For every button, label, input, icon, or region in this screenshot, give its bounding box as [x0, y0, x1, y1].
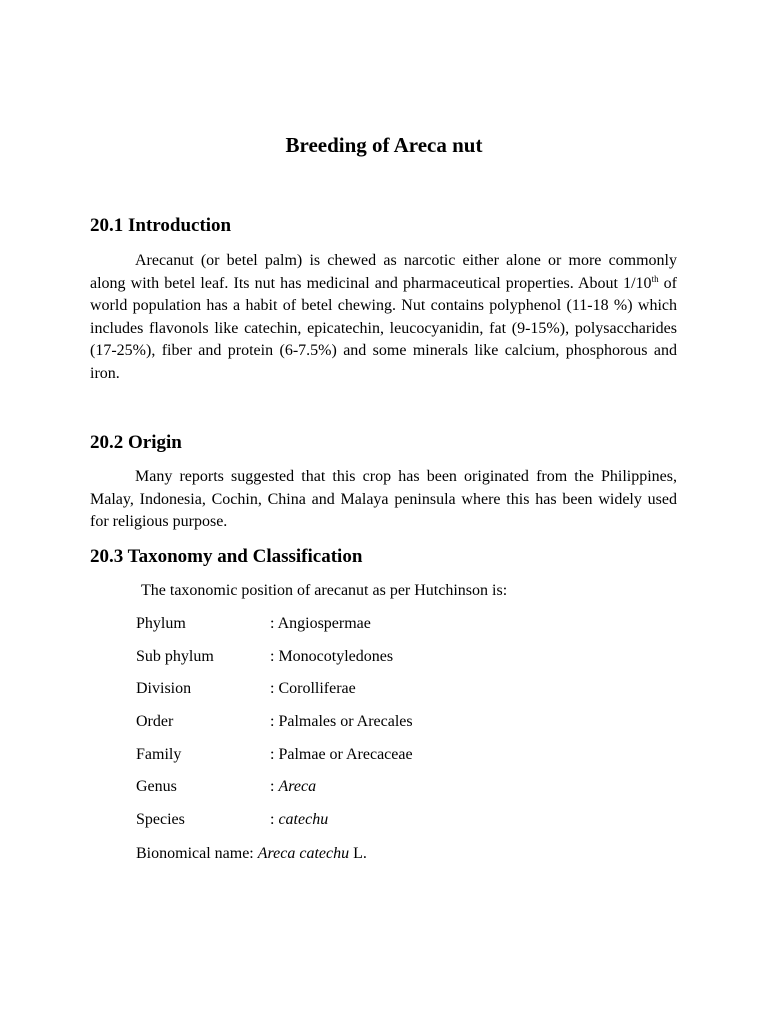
origin-paragraph: Many reports suggested that this crop has been originated from the Philippines, Malay, Indonesia, Cochin, China and Malaya peninsula where this has been widely used for religious purpose.	[90, 468, 677, 531]
section-heading-introduction: 20.1 Introduction	[90, 215, 232, 236]
section-heading-origin: 20.2 Origin	[90, 432, 182, 453]
introduction-text-part-1: Arecanut (or betel palm) is chewed as narcotic either alone or more commonly along with betel leaf. Its nut has medicinal and pharmaceutical properties. About 1/10	[90, 252, 677, 292]
taxonomy-value: : Areca	[270, 778, 317, 795]
introduction-paragraph	[90, 250, 677, 386]
taxonomy-row-genus	[136, 776, 636, 798]
taxonomy-row-family	[136, 744, 636, 766]
binomial-author: L.	[349, 845, 367, 862]
page-title: Breeding of Areca nut	[285, 133, 483, 157]
taxonomy-row-species	[136, 809, 636, 831]
taxonomy-intro: The taxonomic position of arecanut as per Hutchinson is:	[141, 582, 508, 599]
introduction-text-part-2: of world population has a habit of betel chewing. Nut contains polyphenol (11-18 %) which includes flavonols like catechin, epicatechin, leucocyanidin, fat (9-15%), polysaccharides (17-25%), fiber and protein (6-7.5%) and some minerals like calcium, phosphorous and iron.	[90, 274, 678, 382]
taxonomy-value: : catechu	[270, 811, 329, 828]
taxonomy-value: : Palmae or Arecaceae	[270, 746, 413, 763]
taxonomy-value: : Palmales or Arecales	[270, 713, 413, 730]
taxonomy-rank: Genus	[136, 778, 177, 795]
taxonomy-row-phylum	[136, 613, 636, 635]
ordinal-superscript: th	[651, 273, 659, 284]
taxonomy-rank: Species	[136, 811, 185, 828]
taxonomy-rank: Phylum	[136, 615, 186, 632]
taxonomy-value: : Corolliferae	[270, 680, 356, 697]
taxonomy-value: : Angiospermae	[270, 615, 371, 632]
taxonomy-row-order	[136, 711, 636, 733]
taxonomy-rank: Division	[136, 680, 192, 697]
taxonomy-row-division	[136, 678, 636, 700]
taxonomy-rank: Family	[136, 746, 182, 763]
binomial-name	[136, 843, 367, 865]
section-heading-taxonomy: 20.3 Taxonomy and Classification	[90, 546, 363, 567]
taxonomy-rank: Sub phylum	[136, 648, 214, 665]
binomial-label: Bionomical name:	[136, 845, 258, 862]
taxonomy-row-sub-phylum	[136, 646, 636, 668]
binomial-species-name: Areca catechu	[257, 845, 350, 862]
taxonomy-rank: Order	[136, 713, 174, 730]
taxonomy-value: : Monocotyledones	[270, 648, 394, 665]
